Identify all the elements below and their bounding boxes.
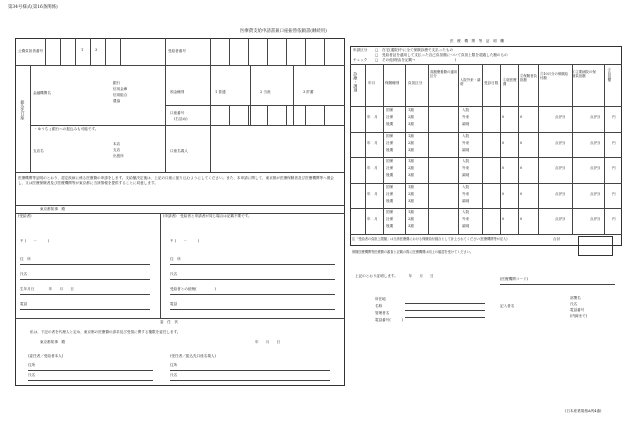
row-burden-option[interactable]: 3割 — [408, 224, 414, 229]
applicant-address-label: 住 所 — [20, 257, 31, 261]
account-type-label: 預金種別 — [170, 90, 185, 94]
delegation-title: 委 任 状 — [160, 320, 178, 324]
row-amount-unit: 円 — [612, 140, 616, 145]
row-burden-option[interactable]: 3割 — [408, 147, 414, 152]
row-amount-unit: 0 — [502, 140, 505, 145]
row-amount-unit: 点(円) — [590, 166, 600, 171]
claimant-name-label: 氏名 — [170, 272, 178, 276]
provider-manager: 管理者名 — [375, 311, 390, 315]
form-number: 第34号様式(第16条関係) — [8, 5, 58, 10]
row-amount-unit: 点(円) — [555, 217, 565, 222]
digit-3: 3 — [95, 48, 98, 52]
row-burden-option[interactable]: 1割 — [408, 133, 414, 138]
delegator-address: 住所 — [28, 363, 36, 367]
delegator-label: (委任者／受給者本人) — [28, 354, 64, 358]
row-care-option[interactable]: 入院 — [462, 108, 470, 112]
bank-label: 金融機関名 — [33, 91, 51, 95]
yucho-note: ・ゆうちょ銀行への振込みも可能です。 — [34, 127, 99, 131]
row-care-option[interactable]: 外来 — [462, 217, 470, 222]
row-care-option[interactable]: 調剤 — [462, 198, 470, 203]
writer-label: 記入者名 — [500, 304, 515, 308]
row-insurance-option[interactable]: 後期 — [386, 198, 394, 203]
writer-dept: 部署名 — [570, 296, 581, 300]
row-insurance-option[interactable]: 後期 — [386, 147, 394, 152]
provider-phone: 電話番号( ) — [375, 318, 403, 322]
writer-ext: (内線まで) — [570, 314, 588, 318]
row-amount-unit: 円 — [612, 217, 616, 222]
row-burden-option[interactable]: 3割 — [408, 198, 414, 203]
applicant-label: (受給者) — [18, 214, 32, 218]
row-burden-option[interactable]: 2割 — [408, 115, 414, 119]
row-care-option[interactable]: 入院 — [462, 133, 470, 138]
recipient-digit-cells[interactable] — [45, 38, 120, 65]
row-amount-unit: 0 — [502, 191, 505, 196]
row-insurance-option[interactable]: 社保 — [386, 115, 394, 119]
row-year-month: 年 月 — [367, 140, 378, 145]
digit-1: 1 — [81, 48, 84, 52]
row-year-month: 年 月 — [367, 217, 378, 222]
row-year-month: 年 月 — [367, 115, 378, 119]
delegation-text: 私は、下記の者を代理人と定め、東京都の医療費の請求及び受領に関する権限を委任します。 — [30, 330, 181, 334]
row-amount-unit: 円 — [612, 166, 616, 171]
row-care-option[interactable]: 調剤 — [462, 173, 470, 178]
side-label: 振込先口座 — [20, 100, 26, 120]
delegator-name: 氏名 — [28, 373, 36, 377]
row-care-option[interactable]: 調剤 — [462, 224, 470, 229]
row-amount-unit: 点(円) — [590, 217, 600, 222]
delegate-address: 住所 — [170, 363, 178, 367]
row-insurance-option[interactable]: 国保 — [386, 108, 394, 112]
row-burden-option[interactable]: 1割 — [408, 210, 414, 215]
cert-row[interactable] — [350, 106, 622, 132]
row-insurance-option[interactable]: 社保 — [386, 140, 394, 145]
account-type-3[interactable]: 3 貯蓄 — [303, 90, 314, 94]
consent-notice: 医療機関等証明のとおり、認定疾病に係る医療費の申請をします。支給額決定後は、上記の口座に振り込むようにしてください。また、本申請に関して、東京都が医療保険者及び医療機関等へ照会し、又は医療保険者及び医療機関等が東京都に当該情報を提供することに同意します。 — [18, 176, 334, 186]
delegation-addressee: 東京都知事 殿 — [40, 340, 66, 344]
claimant-postal: 〒 ( － ) — [170, 239, 200, 243]
row-amount-unit: 点(円) — [555, 115, 565, 119]
certify-line: 上記のとおり証明します。 年 月 日 — [355, 274, 434, 278]
row-care-option[interactable]: 外来 — [462, 191, 470, 196]
row-insurance-option[interactable]: 後期 — [386, 122, 394, 126]
cert-section-title: 医 療 機 関 等 証 明 欄 — [450, 39, 504, 43]
applicant-birth: 生年月日 年 月 日 — [20, 287, 74, 291]
claimant-relation: 受給者との続柄( ) — [170, 287, 216, 291]
row-insurance-option[interactable]: 社保 — [386, 166, 394, 171]
row-care-option[interactable]: 入院 — [462, 184, 470, 189]
form-title: 医療費支給申請書兼口座振替依頼書(継続用) — [240, 29, 327, 34]
row-insurance-option[interactable]: 国保 — [386, 133, 394, 138]
check-label: チェック — [353, 58, 368, 62]
total-box[interactable] — [578, 236, 613, 256]
applicant-name-label: 氏名 — [20, 272, 28, 276]
row-burden-option[interactable]: 2割 — [408, 166, 414, 171]
row-amount-unit: 0 — [520, 140, 523, 145]
branch-label: 支店名 — [33, 149, 44, 153]
row-care-option[interactable]: 入院 — [462, 210, 470, 215]
provider-address: 所在地 — [375, 297, 386, 301]
row-care-option[interactable]: 外来 — [462, 140, 470, 145]
row-amount-unit: 円 — [612, 115, 616, 119]
row-amount-unit: 円 — [612, 191, 616, 196]
total-label: 合計 — [553, 237, 561, 241]
delegation-date: 年 月 日 — [255, 340, 281, 344]
category-item-1[interactable]: □ 在宅(通院)中に全て保険診療で支払ったもの — [375, 48, 454, 52]
row-amount-unit: 0 — [502, 166, 505, 171]
footer-standard: (日本産業規格A列4番) — [565, 409, 602, 413]
row-care-option[interactable]: 外来 — [462, 115, 470, 119]
cert-row[interactable] — [350, 183, 622, 209]
row-care-option[interactable]: 外来 — [462, 166, 470, 171]
claimant-phone-label: 電話 — [170, 302, 178, 306]
holder-label: 口座名義人 — [170, 149, 188, 153]
row-burden-option[interactable]: 3割 — [408, 122, 414, 126]
row-burden-option[interactable]: 2割 — [408, 217, 414, 222]
row-burden-option[interactable]: 2割 — [408, 191, 414, 196]
column-header: 診療・調剤 年月 保険種別 負担区分 高額療養費の適用区分 入院外来・調剤 受診日数 ①総医療費 ②保険者負担額 ③10月分の保険給付額 ④主要病院の保険負担額 ⑥負担額 — [353, 68, 611, 92]
applicant-phone-label: 電話 — [20, 302, 28, 306]
row-amount-unit: 点(円) — [555, 166, 565, 171]
row-amount-unit: 0 — [502, 217, 505, 222]
delegate-label: (受任者／振込先口座名義人) — [170, 354, 216, 358]
provider-code: (医療機関コード) — [500, 277, 528, 281]
row-insurance-option[interactable]: 社保 — [386, 217, 394, 222]
row-amount-unit: 点(円) — [590, 115, 600, 119]
addressee: 東京都知事 殿 — [40, 207, 66, 211]
recipient-label: 公費負担者番号 — [18, 49, 44, 53]
row-burden-option[interactable]: 1割 — [408, 108, 414, 112]
row-insurance-option[interactable]: 後期 — [386, 224, 394, 229]
category-label: 申請区分 — [353, 48, 368, 52]
row-insurance-option[interactable]: 国保 — [386, 184, 394, 189]
footnote-1: 注「受給者の負担上限額」は当該医療費における保険給付割合として計上されてください(医療機関等が記入) — [352, 237, 508, 241]
row-care-option[interactable]: 調剤 — [462, 122, 470, 126]
writer-phone: 電話番号 — [570, 308, 585, 312]
account-no-note: (右詰め) — [174, 117, 188, 121]
footnote-2: 保険医療機関等医療費の審査と記載の際に医療機関は同上の確認を受けてください。 — [352, 250, 474, 254]
provider-name: 名称 — [375, 304, 383, 308]
row-amount-unit: 点(円) — [590, 191, 600, 196]
account-no-cells[interactable] — [210, 105, 345, 125]
row-insurance-option[interactable]: 社保 — [386, 191, 394, 196]
row-care-option[interactable]: 調剤 — [462, 147, 470, 152]
cert-row[interactable] — [350, 208, 622, 234]
row-care-option[interactable]: 入院 — [462, 159, 470, 164]
row-insurance-option[interactable]: 国保 — [386, 210, 394, 215]
claimant-address-label: 住 所 — [170, 257, 181, 261]
claimant-label: (申請者) 受給者と申請者が同じ場合は記載不要です。 — [163, 214, 252, 218]
category-item-3[interactable]: □ その他(理由を記載→ ) — [375, 58, 457, 62]
row-year-month: 年 月 — [367, 166, 378, 171]
row-amount-unit: 点(円) — [555, 191, 565, 196]
row-burden-option[interactable]: 1割 — [408, 184, 414, 189]
cert-row[interactable] — [350, 132, 622, 158]
row-year-month: 年 月 — [367, 191, 378, 196]
row-amount-unit: 0 — [520, 217, 523, 222]
recipient-no-cells[interactable] — [210, 38, 345, 65]
row-amount-unit: 0 — [520, 115, 523, 119]
row-amount-unit: 0 — [502, 115, 505, 119]
writer-name: 氏名 — [570, 302, 578, 306]
delegate-name: 氏名 — [170, 373, 178, 377]
account-type-2[interactable]: 2 当座 — [260, 90, 271, 94]
applicant-postal: 〒 ( － ) — [20, 239, 50, 243]
account-type-1[interactable]: 1 普通 — [215, 90, 226, 94]
row-amount-unit: 点(円) — [555, 140, 565, 145]
account-no-label: 口座番号 — [170, 111, 185, 115]
row-burden-option[interactable]: 1割 — [408, 159, 414, 164]
row-burden-option[interactable]: 3割 — [408, 173, 414, 178]
cert-row[interactable] — [350, 157, 622, 183]
row-amount-unit: 点(円) — [590, 140, 600, 145]
row-burden-option[interactable]: 2割 — [408, 140, 414, 145]
row-insurance-option[interactable]: 国保 — [386, 159, 394, 164]
row-insurance-option[interactable]: 後期 — [386, 173, 394, 178]
row-amount-unit: 0 — [520, 191, 523, 196]
recipient-no-label: 受給者番号 — [168, 49, 186, 53]
category-item-2[interactable]: □ 受給者証を適用して支払った自己負担額について負担上限を超過した額のもの — [375, 53, 508, 57]
row-amount-unit: 0 — [520, 166, 523, 171]
